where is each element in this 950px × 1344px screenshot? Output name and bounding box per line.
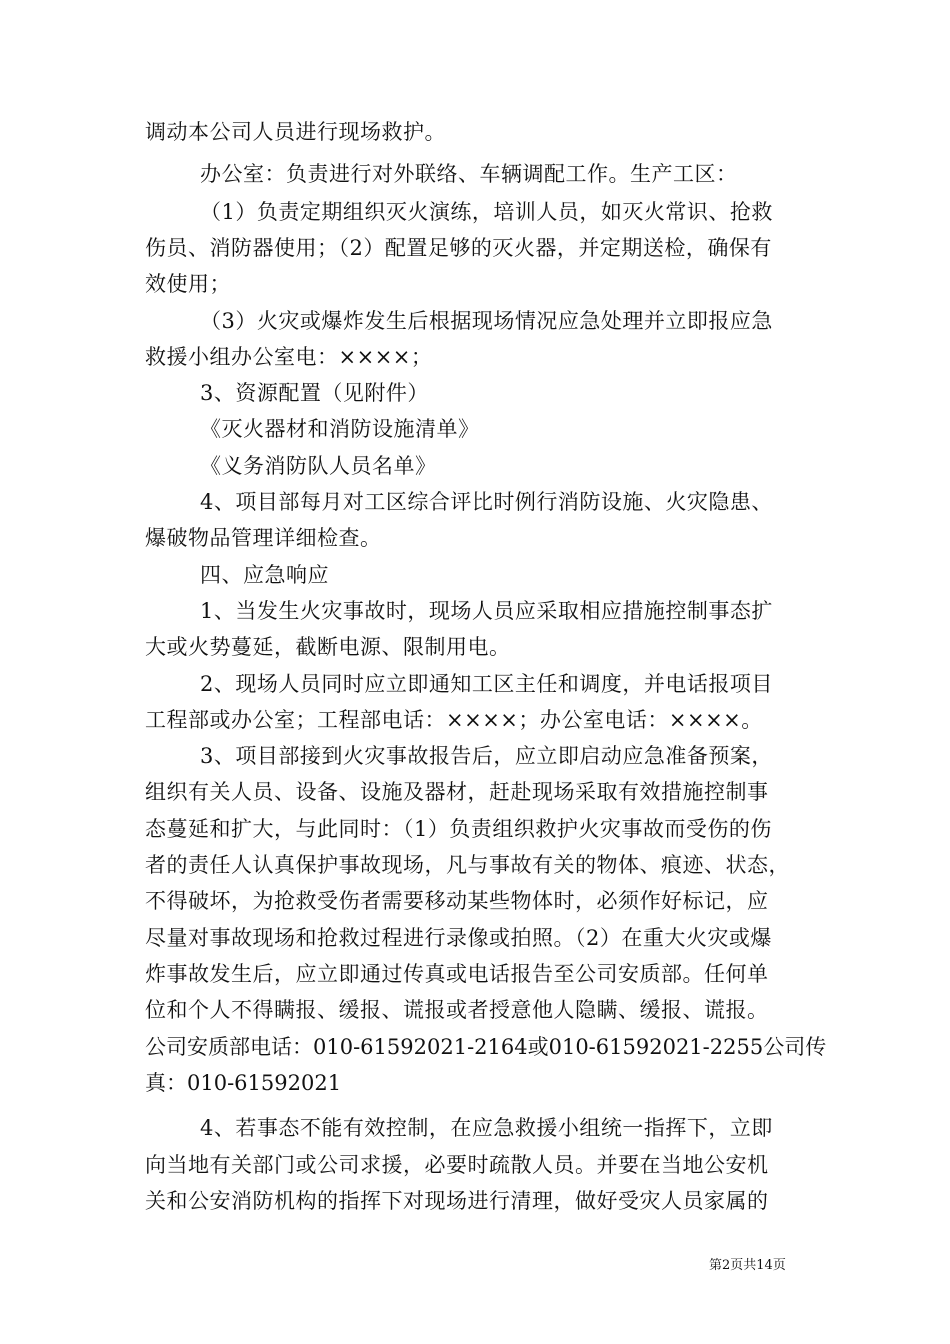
text-line: 态蔓延和扩大，与此同时：（1）负责组织救护火灾事故而受伤的伤 [145,817,772,841]
text-line: 爆破物品管理详细检查。 [145,526,382,550]
text-line: 调动本公司人员进行现场救护。 [145,120,446,144]
section-heading: 四、应急响应 [200,563,329,587]
text-line: 效使用； [145,272,231,296]
text-line: 公司安质部电话：010-61592021-2164或010-61592021-2255公司传 [145,1035,827,1059]
text-line: 伤员、消防器使用；（2）配置足够的灭火器，并定期送检，确保有 [145,236,772,260]
text-line: 尽量对事故现场和抢救过程进行录像或拍照。（2）在重大火灾或爆 [145,926,772,950]
text-line: （3）火灾或爆炸发生后根据现场情况应急处理并立即报应急 [200,309,773,333]
text-line: 4、项目部每月对工区综合评比时例行消防设施、火灾隐患、 [200,490,773,514]
text-line: 关和公安消防机构的指挥下对现场进行清理，做好受灾人员家属的 [145,1189,769,1213]
text-line: 向当地有关部门或公司求援，必要时疏散人员。并要在当地公安机 [145,1153,769,1177]
text-line: （1）负责定期组织灭火演练，培训人员，如灭火常识、抢救 [200,200,773,224]
text-line: 《义务消防队人员名单》 [200,454,437,478]
text-line: 1、当发生火灾事故时，现场人员应采取相应措施控制事态扩 [200,599,773,623]
text-line: 位和个人不得瞒报、缓报、谎报或者授意他人隐瞒、缓报、谎报。 [145,998,769,1022]
text-line: 3、项目部接到火灾事故报告后，应立即启动应急准备预案， [200,744,773,768]
text-line: 组织有关人员、设备、设施及器材，赶赴现场采取有效措施控制事 [145,780,769,804]
text-line: 工程部或办公室；工程部电话：××××；办公室电话：××××。 [145,708,763,732]
text-line: 者的责任人认真保护事故现场，凡与事故有关的物体、痕迹、状态， [145,853,790,877]
text-line: 大或火势蔓延，截断电源、限制用电。 [145,635,511,659]
text-line: 2、现场人员同时应立即通知工区主任和调度，并电话报项目 [200,672,773,696]
text-line: 《灭火器材和消防设施清单》 [200,417,480,441]
text-line: 不得破坏，为抢救受伤者需要移动某些物体时，必须作好标记，应 [145,889,769,913]
text-line: 救援小组办公室电：××××； [145,345,433,369]
text-line: 真：010-61592021 [145,1071,342,1095]
text-line: 3、资源配置（见附件） [200,381,429,405]
text-line: 炸事故发生后，应立即通过传真或电话报告至公司安质部。任何单 [145,962,769,986]
text-line: 办公室：负责进行对外联络、车辆调配工作。生产工区： [200,162,738,186]
page-number: 第2页共14页 [709,1258,786,1273]
text-line: 4、若事态不能有效控制，在应急救援小组统一指挥下，立即 [200,1116,773,1140]
